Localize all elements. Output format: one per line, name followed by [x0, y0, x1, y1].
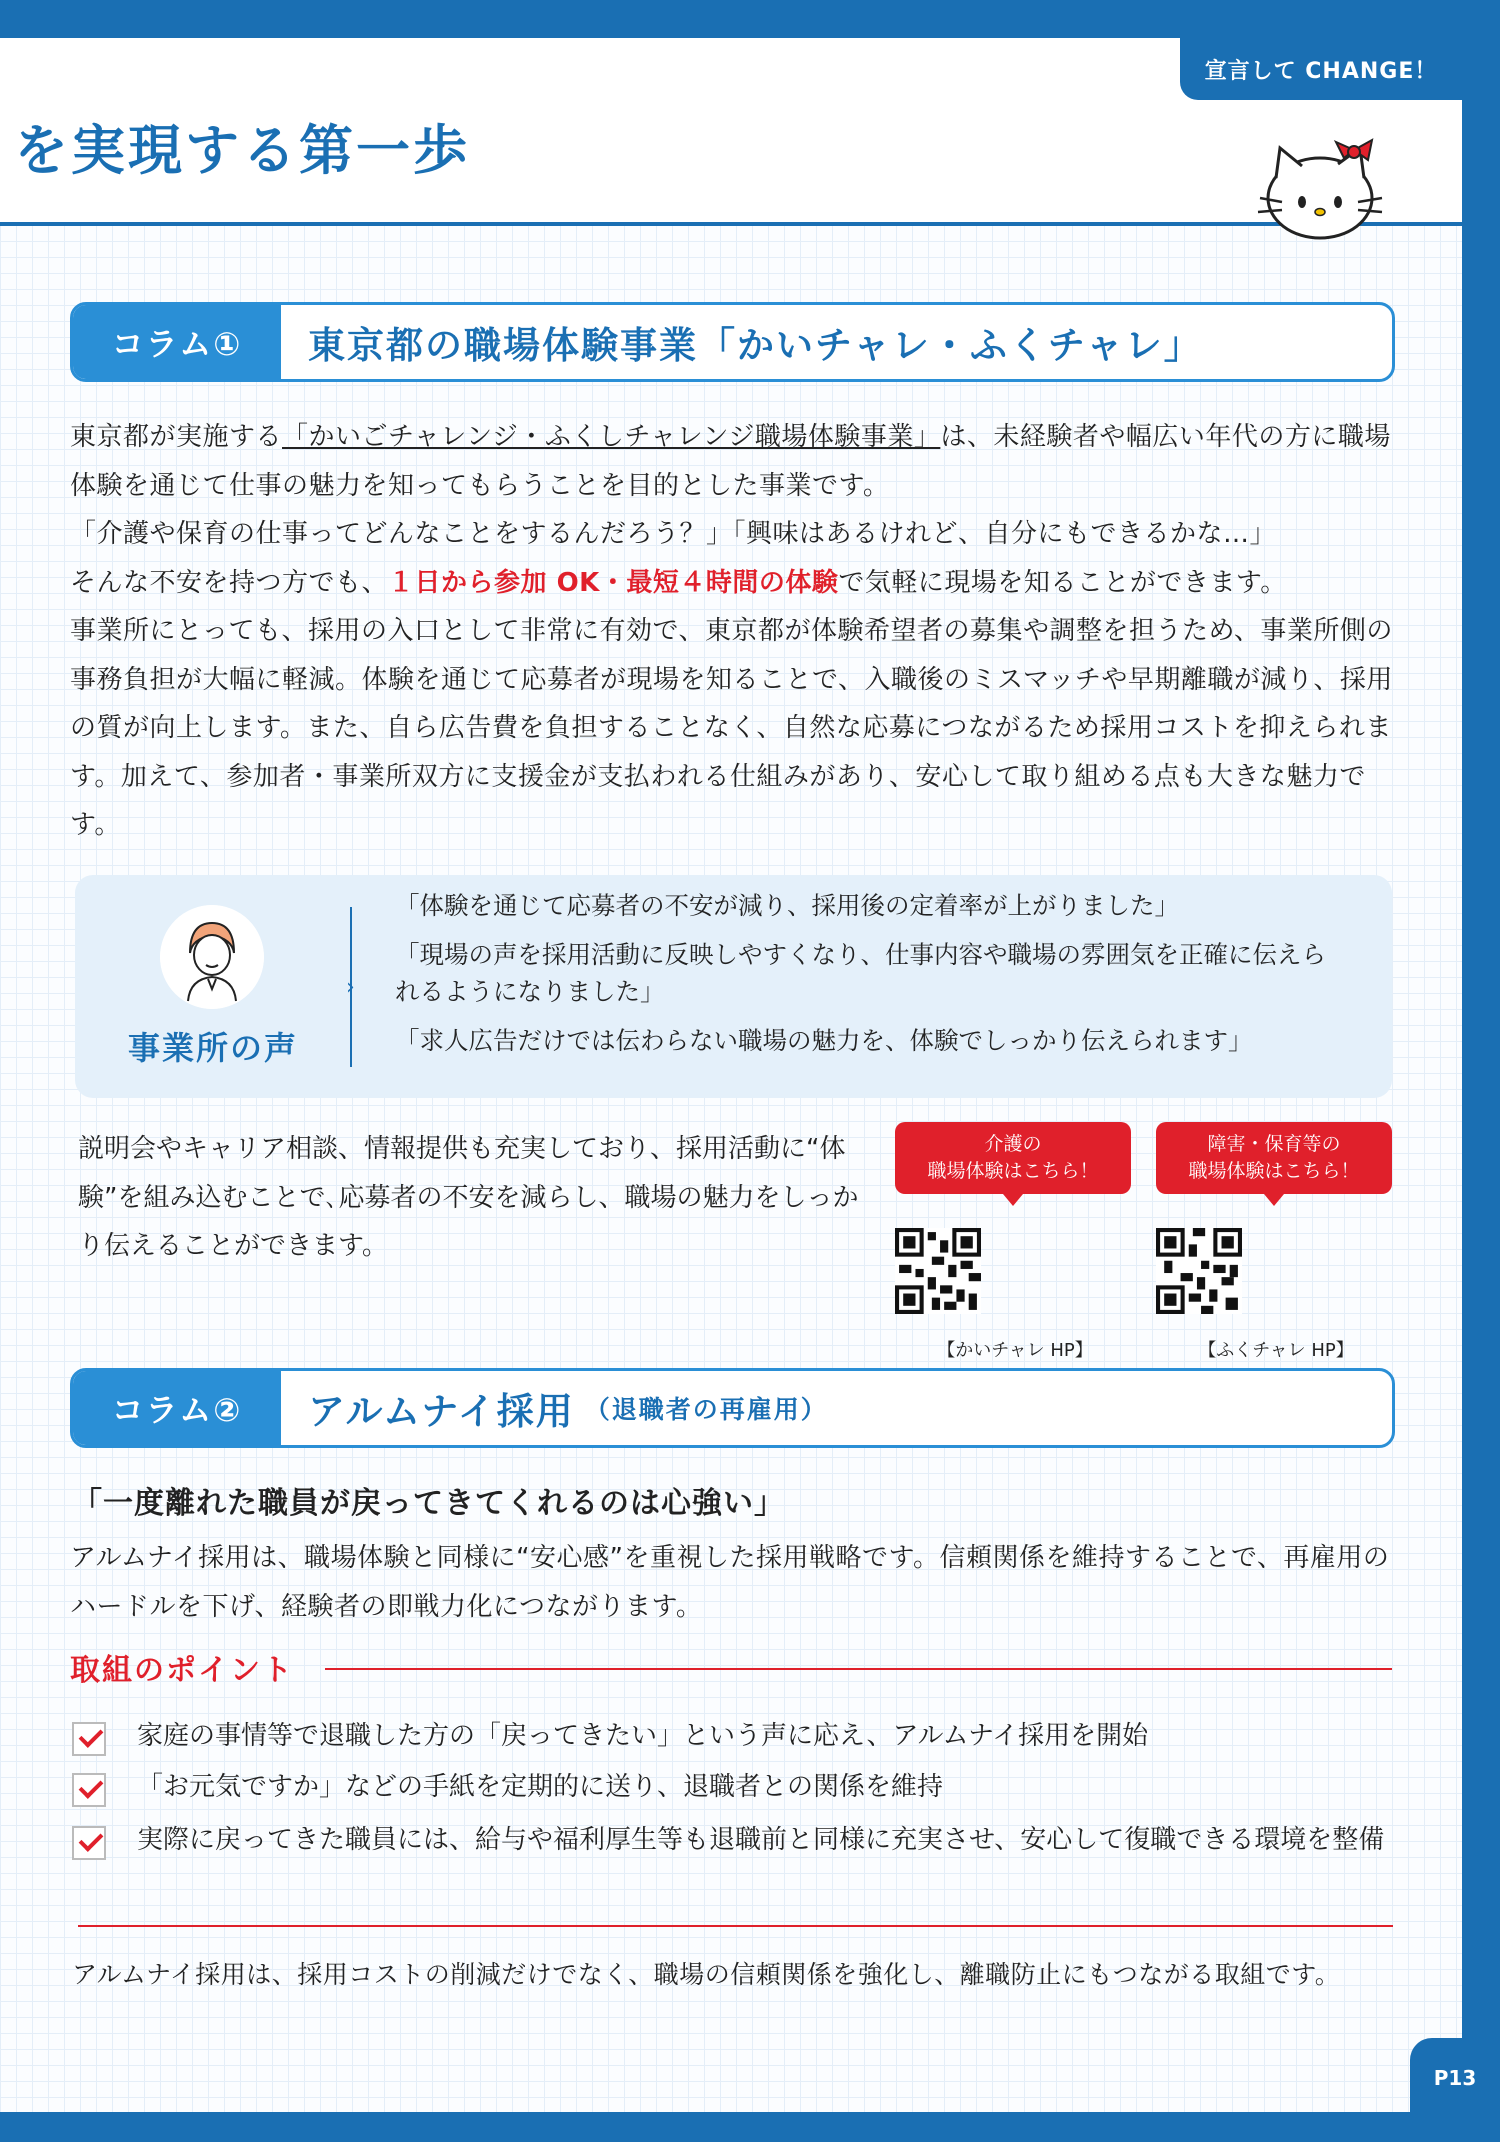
- column1-title: 東京都の職場体験事業「かいチャレ・ふくチャレ」: [308, 324, 1203, 367]
- right-frame-bar: [1462, 0, 1500, 2142]
- closing-text: アルムナイ採用は、採用コストの削減だけでなく、職場の信頼関係を強化し、離職防止にもつながる取組です。: [72, 1960, 1341, 1989]
- points-heading: 取組のポイント: [70, 1653, 294, 1688]
- point-text: 「お元気ですか」などの手紙を定期的に送り、退職者との関係を維持: [137, 1772, 944, 1802]
- checkbox-icon: [72, 1826, 106, 1860]
- qr-bubble-line2: 職場体験はこちら！: [1188, 1160, 1360, 1182]
- column2-title: [308, 1371, 828, 1445]
- para3-pre: そんな不安を持つ方でも、: [70, 567, 389, 598]
- column2-tag: コラム②: [73, 1371, 281, 1445]
- points-heading-rule: [325, 1668, 1392, 1670]
- column2-header: [70, 1368, 1395, 1448]
- voice-quote: 「求人広告だけでは伝わらない職場の魅力を、体験でしっかり伝えられます」: [395, 1026, 1253, 1055]
- qr-bubble-line1: 障害・保育等の: [1207, 1133, 1341, 1155]
- voice-quote: 「体験を通じて応募者の不安が減り、採用後の定着率が上がりました」: [395, 891, 1179, 920]
- qr-bubble-line1: 介護の: [984, 1133, 1042, 1155]
- checkbox-icon: [72, 1722, 106, 1756]
- qr-bubble: [1156, 1122, 1392, 1194]
- column1-tag: コラム①: [73, 305, 281, 379]
- column1-body: [70, 413, 1400, 850]
- mascot-cat-icon: [1240, 128, 1400, 248]
- column2-intro: アルムナイ採用は、職場体験と同様に“安心感”を重視した採用戦略です。信頼関係を維持することで、再雇用のハードルを下げ、経験者の即戦力化につながります。: [70, 1543, 1390, 1622]
- section-tab-label: 宣言して CHANGE！: [1180, 38, 1462, 100]
- qr-section-note: 説明会やキャリア相談、情報提供も充実しており、採用活動に“体験”を組み込むことで､応募者の不安を減らし、職場の魅力をしっかり伝えることができます。: [78, 1134, 859, 1261]
- qr-card-kaigo[interactable]: [895, 1122, 1135, 1362]
- qr-card-fukushi[interactable]: [1156, 1122, 1396, 1362]
- column1-para3: [70, 559, 1400, 608]
- para3-post: で気軽に現場を知ることができます。: [838, 567, 1287, 598]
- voices-label: 事業所の声: [127, 1029, 298, 1067]
- para1-post: は、未経験者や幅広い年代の方に職場体験を通じて仕事の魅力を知ってもらうことを目的とした事業です。: [70, 422, 1391, 501]
- qr-code-icon[interactable]: [1156, 1228, 1242, 1314]
- employer-voices-box: [75, 875, 1392, 1098]
- para3-highlight: １日から参加 OK・最短４時間の体験: [388, 567, 839, 598]
- qr-code-icon[interactable]: [895, 1228, 981, 1314]
- point-text: 家庭の事情等で退職した方の「戻ってきたい」という声に応え、アルムナイ採用を開始: [137, 1721, 1149, 1751]
- column1-para1: [70, 413, 1400, 510]
- column1-header: [70, 302, 1395, 382]
- qr-caption: 【かいチャレ HP】: [937, 1340, 1093, 1361]
- point-text: 実際に戻ってきた職員には、給与や福利厚生等も退職前と同様に充実させ、安心して復職できる環境を整備: [137, 1825, 1385, 1855]
- qr-bubble: [895, 1122, 1131, 1194]
- column1-para2: 「介護や保育の仕事ってどんなことをするんだろう？」「興味はあるけれど、自分にもできるかな…」: [70, 519, 1277, 549]
- chevron-right-icon: ›: [346, 975, 355, 1000]
- column1-para4: 事業所にとっても、採用の入口として非常に有効で、東京都が体験希望者の募集や調整を担うため、事業所側の事務負担が大幅に軽減。体験を通じて応募者が現場を知ることで、入職後のミスマッチや早期離職が減り、採用の質が向上します。また、自ら広告費を負担することなく、自然な応募につながるため採用コストを抑えられます。加えて、参加者・事業所双方に支援金が支払われる仕組みがあり、安心して取り組める点も大きな魅力です。: [70, 616, 1393, 840]
- column2-title-main: アルムナイ採用: [308, 1390, 575, 1433]
- page-title: を実現する第一歩: [14, 119, 470, 182]
- bottom-frame-bar: [0, 2112, 1500, 2142]
- program-name-link: 「かいごチャレンジ・ふくしチャレンジ職場体験事業」: [282, 422, 941, 452]
- top-frame-bar: [0, 0, 1500, 38]
- closing-divider: [78, 1925, 1393, 1927]
- checkbox-icon: [72, 1773, 106, 1807]
- person-avatar-icon: [160, 905, 264, 1009]
- voices-quotes: [395, 887, 1345, 1071]
- voice-quote: 「現場の声を採用活動に反映しやすくなり、仕事内容や職場の雰囲気を正確に伝えられるようになりました」: [395, 940, 1326, 1006]
- para1-pre: 東京都が実施する: [70, 422, 283, 452]
- column2-subtitle: （退職者の再雇用）: [584, 1395, 828, 1424]
- page-number: P13: [1410, 2038, 1500, 2118]
- column2-quote-title: 「一度離れた職員が戻ってきてくれるのは心強い」: [72, 1486, 785, 1521]
- qr-bubble-line2: 職場体験はこちら！: [927, 1160, 1099, 1182]
- qr-caption: 【ふくチャレ HP】: [1198, 1340, 1354, 1361]
